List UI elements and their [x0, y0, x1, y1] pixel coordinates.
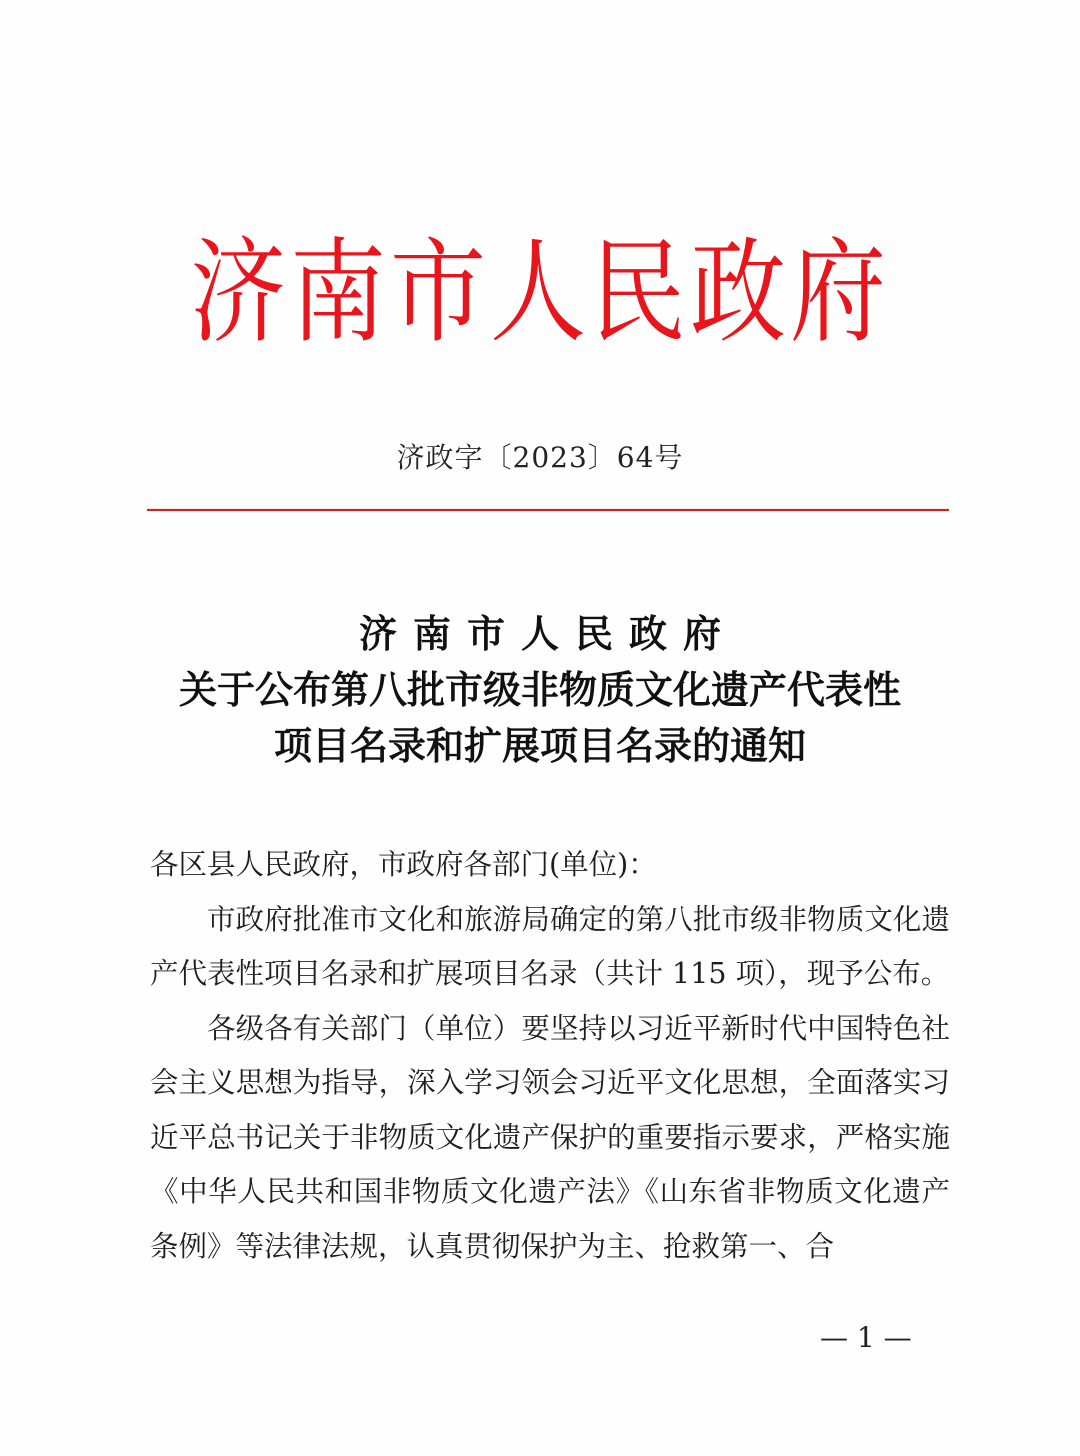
body-paragraph-1: 市政府批准市文化和旅游局确定的第八批市级非物质文化遗产代表性项目名录和扩展项目名录（共计 115 项），现予公布。 [150, 902, 950, 990]
page-number: — 1 — [820, 1321, 912, 1354]
notice-body [150, 838, 950, 1274]
title-line-subject-1: 关于公布第八批市级非物质文化遗产代表性 [178, 667, 901, 712]
document-number: 济政字〔2023〕64号 [396, 441, 684, 474]
salutation: 各区县人民政府，市政府各部门(单位)： [150, 848, 657, 881]
red-divider-line [147, 509, 949, 511]
title-line-issuer: 济南市人民政府 [358, 611, 737, 656]
masthead-title: 济南市人民政府 [190, 226, 890, 359]
body-paragraph-2: 各级各有关部门（单位）要坚持以习近平新时代中国特色社会主义思想为指导，深入学习领会习近平文化思想，全面落实习近平总书记关于非物质文化遗产保护的重要指示要求，严格实施《中华人民共和国非物质文化遗产法》《山东省非物质文化遗产条例》等法律法规，认真贯彻保护为主、抢救第一、合 [150, 1011, 950, 1263]
notice-title [0, 606, 1080, 774]
title-line-subject-2: 项目名录和扩展项目名录的通知 [273, 723, 806, 768]
